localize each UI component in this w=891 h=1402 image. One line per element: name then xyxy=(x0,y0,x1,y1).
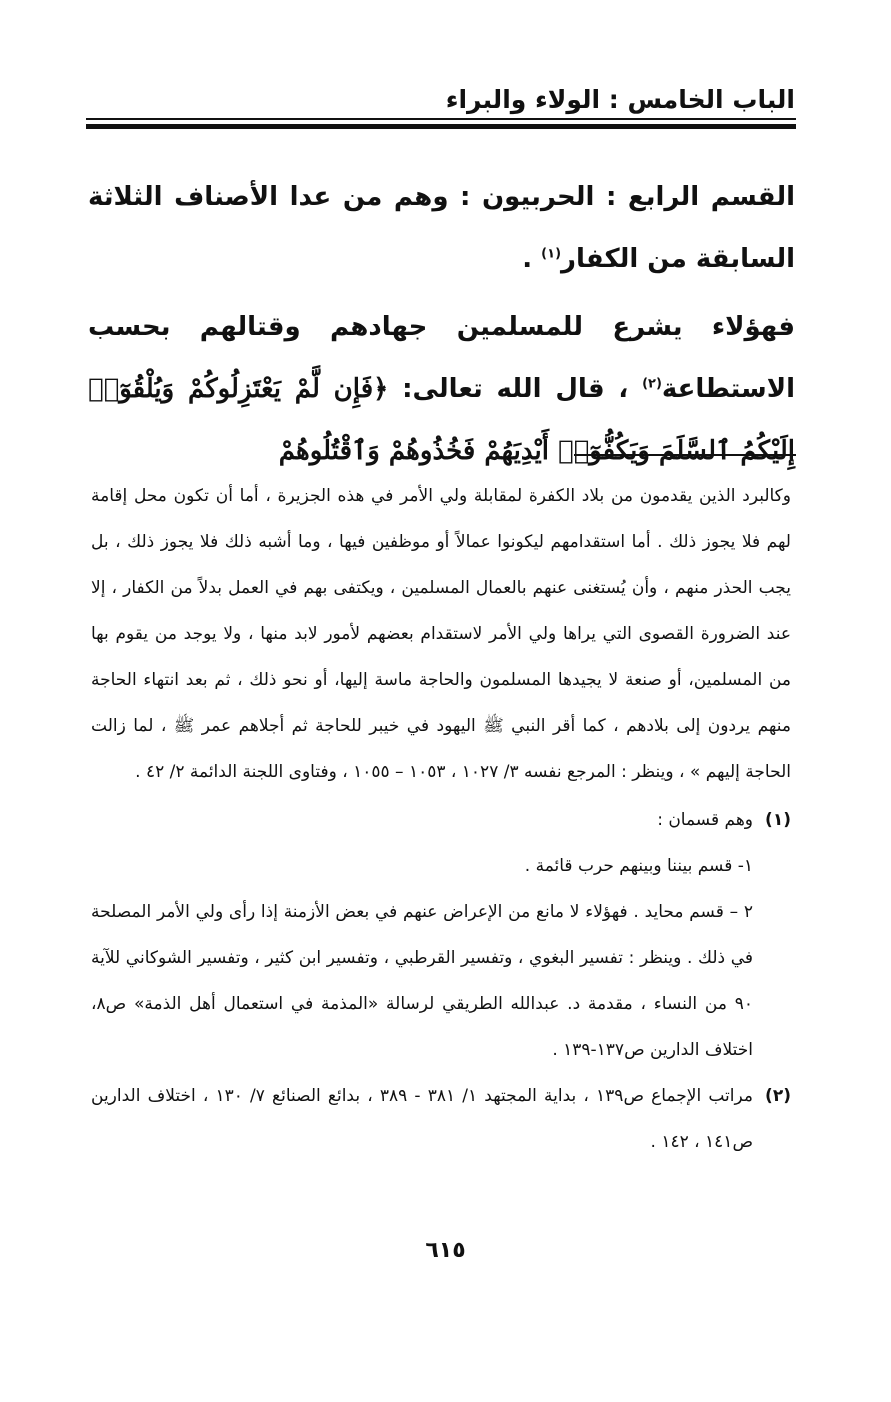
quran-verse: ﴿فَإِن لَّمْ يَعْتَزِلُوكُمْ وَيُلْقُوٓا۟ إِلَيْكُمُ ٱلسَّلَمَ وَيَكُفُّوٓا۟ أَيْدِيَهُمْ فَخُذُوهُمْ وَٱقْتُلُوهُمْ xyxy=(88,374,795,466)
paragraph-harbiyyun-text: القسم الرابع : الحربيون : وهم من عدا الأصناف الثلاثة السابقة من الكفار xyxy=(88,182,795,274)
footnote-1-item-1: ١- قسم بيننا وبينهم حرب قائمة . xyxy=(524,856,753,876)
footnote-2 xyxy=(91,1073,791,1165)
header-rule-thin xyxy=(86,118,796,120)
paragraph-harbiyyun xyxy=(88,166,795,290)
main-text xyxy=(88,166,795,482)
footnote-ref-1: (١) xyxy=(541,246,562,262)
footnote-1 xyxy=(91,797,791,843)
paragraph-jihad-intro: ، قال الله تعالى: xyxy=(388,374,643,404)
header-rule-thick xyxy=(86,124,796,129)
footnote-1-intro: وهم قسمان : xyxy=(657,810,753,830)
footnote-ref-2: (٢) xyxy=(642,376,662,392)
footnote-1-item-2: ٢ – قسم محايد . فهؤلاء لا مانع من الإعراض عنهم في بعض الأزمنة إذا رأى ولي الأمر المصلحة في ذلك . وينظر : تفسير البغوي ، وتفسير القرطبي ، وتفسير ابن كثير ، وتفسير الشوكاني للآية ٩٠ من النساء ، مقدمة د. عبدالله الطريقي لرسالة «المذمة في استعمال أهل الذمة» ص٨، اختلاف الدارين ص١٣٧-١٣٩ . xyxy=(91,902,753,1060)
running-header: الباب الخامس : الولاء والبراء xyxy=(445,85,795,114)
footnote-1-number: (١) xyxy=(765,810,791,830)
page-number: ٦١٥ xyxy=(425,1238,466,1263)
paragraph-jihad-text: فهؤلاء يشرع للمسلمين جهادهم وقتالهم بحسب الاستطاعة xyxy=(88,312,795,404)
footnote-continuation: وكالبرد الذين يقدمون من بلاد الكفرة لمقابلة ولي الأمر في هذه الجزيرة ، أما أن تكون محل إقامة لهم فلا يجوز ذلك . أما استقدامهم ليكونوا عمالاً أو موظفين فيها ، وما أشبه ذلك فلا يجوز ذلك ، بل يجب الحذر منهم ، وأن يُستغنى عنهم بالعمال المسلمين ، ويكتفى بهم في العمل بدلاً من الكفار ، إلا عند الضرورة القصوى التي يراها ولي الأمر لاستقدام بعضهم لأمور لابد منها ، ولا يوجد من يقوم بها من المسلمين، أو صنعة لا يجيدها المسلمون والحاجة ماسة إليها، أو نحو ذلك ، ثم بعد انتهاء الحاجة منهم يردون إلى بلادهم ، كما أقر النبي ﷺ اليهود في خيبر للحاجة ثم أجلاهم عمر ﷺ ، لما زالت الحاجة إليهم » ، وينظر : المرجع نفسه ٣/ ١٠٢٧ ، ١٠٥٣ – ١٠٥٥ ، وفتاوى اللجنة الدائمة ٢/ ٤٢ . xyxy=(91,486,791,782)
footnote-separator xyxy=(574,454,796,456)
footnote-2-text: مراتب الإجماع ص١٣٩ ، بداية المجتهد ١/ ٣٨١ - ٣٨٩ ، بدائع الصنائع ٧/ ١٣٠ ، اختلاف الدارين ص١٤١ ، ١٤٢ . xyxy=(91,1086,753,1152)
footnotes xyxy=(91,473,791,1165)
footnote-2-number: (٢) xyxy=(765,1086,791,1106)
paragraph-harbiyyun-end: . xyxy=(522,244,542,274)
